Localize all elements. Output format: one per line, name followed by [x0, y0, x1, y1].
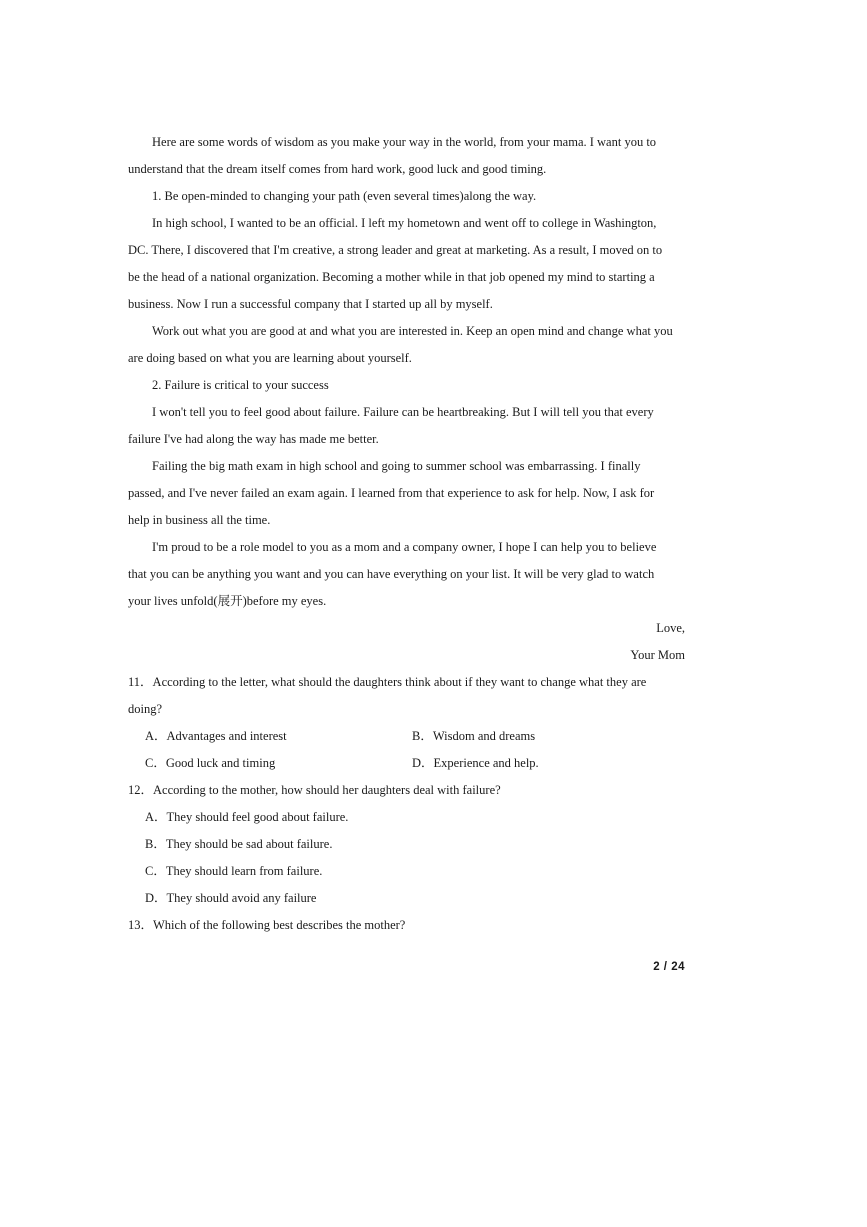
letter-paragraph-line: In high school, I wanted to be an official. I left my hometown and went off to college in Washington, [152, 216, 657, 230]
q12-option-a: A．They should feel good about failure. [145, 810, 349, 824]
letter-paragraph-line: Failing the big math exam in high school and going to summer school was embarrassing. I finally [152, 459, 641, 473]
q12-option-b: B．They should be sad about failure. [145, 837, 333, 851]
letter-paragraph-line: I'm proud to be a role model to you as a mom and a company owner, I hope I can help you to believe [152, 540, 657, 554]
q11-option-a: A．Advantages and interest [145, 729, 287, 743]
question-13: 13．Which of the following best describes the mother? [128, 918, 406, 932]
q12-option-c: C．They should learn from failure. [145, 864, 323, 878]
question-11: 11．According to the letter, what should the daughters think about if they want to change what they are [128, 675, 647, 689]
letter-paragraph-line: I won't tell you to feel good about failure. Failure can be heartbreaking. But I will tell you that every [152, 405, 654, 419]
q12-option-d: D．They should avoid any failure [145, 891, 317, 905]
question-12: 12．According to the mother, how should her daughters deal with failure? [128, 783, 501, 797]
letter-paragraph-line: passed, and I've never failed an exam again. I learned from that experience to ask for help. Now, I ask for [128, 486, 655, 500]
letter-paragraph-line: business. Now I run a successful company that I started up all by myself. [128, 297, 493, 311]
letter-paragraph-line: understand that the dream itself comes from hard work, good luck and good timing. [128, 162, 547, 176]
letter-paragraph-line: Here are some words of wisdom as you make your way in the world, from your mama. I want you to [152, 135, 657, 149]
letter-paragraph-line: are doing based on what you are learning about yourself. [128, 351, 412, 365]
letter-paragraph-line: that you can be anything you want and you can have everything on your list. It will be very glad to watch [128, 567, 655, 581]
question-11-cont: doing? [128, 702, 163, 716]
page-number: 2 / 24 [653, 961, 685, 973]
point-heading: 1. Be open-minded to changing your path (even several times)along the way. [152, 189, 537, 203]
q11-option-c: C．Good luck and timing [145, 756, 276, 770]
q11-option-d: D．Experience and help. [412, 756, 539, 770]
letter-paragraph-line: be the head of a national organization. Becoming a mother while in that job opened my mind to starting a [128, 270, 655, 284]
letter-paragraph-line: your lives unfold(展开)before my eyes. [128, 594, 327, 608]
letter-paragraph-line: DC. There, I discovered that I'm creative, a strong leader and great at marketing. As a result, I moved on to [128, 243, 663, 257]
point-heading: 2. Failure is critical to your success [152, 378, 329, 392]
letter-signature: Your Mom [630, 648, 685, 662]
letter-closing: Love, [656, 621, 685, 635]
letter-paragraph-line: help in business all the time. [128, 513, 271, 527]
q11-option-b: B．Wisdom and dreams [412, 729, 536, 743]
letter-paragraph-line: Work out what you are good at and what you are interested in. Keep an open mind and change what you [152, 324, 673, 338]
letter-paragraph-line: failure I've had along the way has made me better. [128, 432, 379, 446]
